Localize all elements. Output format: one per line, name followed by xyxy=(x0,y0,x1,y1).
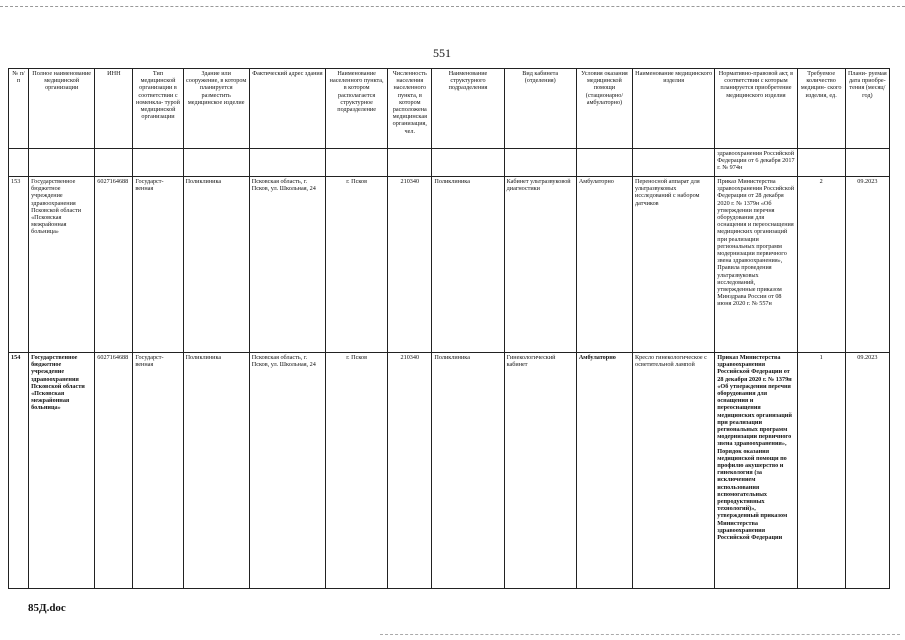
col-header-num: № п/п xyxy=(9,69,29,149)
col-header-cabinet: Вид кабинета (отделения) xyxy=(504,69,576,149)
locality: г. Псков xyxy=(326,353,388,589)
building: Поликлиника xyxy=(183,177,249,353)
cabinet-type: Гинекологический кабинет xyxy=(504,353,576,589)
col-header-device: Наименование медицинского изделия xyxy=(633,69,715,149)
org-name: Государственное бюджетное учреждение здравоохранения Псковской области «Псковская межрайонная больница» xyxy=(29,353,95,589)
col-header-date: Плани- руемая дата приобре- тения (месяц/ год) xyxy=(845,69,889,149)
continuation-text: здравоохранения Российской Федерации от 6 декабря 2017 г. № 974н xyxy=(715,149,797,177)
care-conditions: Амбулаторно xyxy=(576,353,632,589)
population: 210340 xyxy=(388,177,432,353)
col-header-building: Здание или сооружение, в котором планируется разместить медицинское изделие xyxy=(183,69,249,149)
quantity: 2 xyxy=(797,177,845,353)
col-header-locality: Наименование населенного пункта, в котором располагается структурное подразделение xyxy=(326,69,388,149)
cabinet-type: Кабинет ультразвуковой диагностики xyxy=(504,177,576,353)
population: 210340 xyxy=(388,353,432,589)
col-header-address: Фактический адрес здания xyxy=(249,69,325,149)
device-name: Кресло гинекологическое с осветительной лампой xyxy=(633,353,715,589)
purchase-date: 09.2023 xyxy=(845,177,889,353)
subdivision: Поликлиника xyxy=(432,353,504,589)
device-name: Переносной аппарат для ультразвуковых исследований с набором датчиков xyxy=(633,177,715,353)
address: Псковская область, г. Псков, ул. Школьная, 24 xyxy=(249,177,325,353)
col-header-org: Полное наименование медицинской организации xyxy=(29,69,95,149)
row-num: 153 xyxy=(9,177,29,353)
table-row xyxy=(9,177,890,353)
continuation-row xyxy=(9,149,890,177)
header-row xyxy=(9,69,890,149)
scan-edge-bottom xyxy=(380,634,900,635)
legal-act: Приказ Министерства здравоохранения Российской Федерации от 28 декабря 2020 г. № 1379н «Об утверждении перечня оборудования для оснащения и переоснащения медицинских организаций при реализации региональных программ модернизации первичного звена здравоохранения», Порядок оказания медицинской помощи по профилю акушерство и гинекология (за исключением использования вспомогательных репродуктивных технологий)», утвержденный приказом Министерства здравоохранения Российской Федерации xyxy=(715,353,797,589)
address: Псковская область, г. Псков, ул. Школьная, 24 xyxy=(249,353,325,589)
table-row xyxy=(9,353,890,589)
inn: 6027164688 xyxy=(95,177,133,353)
col-header-act: Нормативно-правовой акт, в соответствии с которым планируется приобретение медицинского изделия xyxy=(715,69,797,149)
col-header-inn: ИНН xyxy=(95,69,133,149)
legal-act: Приказ Министерства здравоохранения Российской Федерации от 28 декабря 2020 г. № 1379н «Об утверждении перечня оборудования для оснащения и переоснащения медицинских организаций при реализации региональных программ модернизации первичного звена здравоохранения», Правила проведения ультразвуковых исследований, утвержденные приказом Минздрава России от 08 июня 2020 г. № 557н xyxy=(715,177,797,353)
locality: г. Псков xyxy=(326,177,388,353)
purchase-date: 09.2023 xyxy=(845,353,889,589)
building: Поликлиника xyxy=(183,353,249,589)
row-num: 154 xyxy=(9,353,29,589)
footer-filename: 85Д.doc xyxy=(28,602,66,614)
care-conditions: Амбулаторно xyxy=(576,177,632,353)
subdivision: Поликлиника xyxy=(432,177,504,353)
org-type: Государст- венная xyxy=(133,177,183,353)
quantity: 1 xyxy=(797,353,845,589)
col-header-subdivision: Наименование структурного подразделения xyxy=(432,69,504,149)
col-header-conditions: Условия оказания медицинской помощи (стационарно/ амбулаторно) xyxy=(576,69,632,149)
page-number: 551 xyxy=(433,46,451,60)
col-header-population: Численность населения населенного пункта, в котором расположена медицинская организация, чел. xyxy=(388,69,432,149)
scan-edge-top xyxy=(0,6,905,7)
inn: 6027164688 xyxy=(95,353,133,589)
register-table xyxy=(8,68,890,589)
org-type: Государст- венная xyxy=(133,353,183,589)
org-name: Государственное бюджетное учреждение здравоохранения Псковской области «Псковская межрайонная больница» xyxy=(29,177,95,353)
col-header-type: Тип медицинской организации в соответствии с номенкла- турой медицинской организации xyxy=(133,69,183,149)
col-header-quantity: Требуемое количество медицин- ского изделия, ед. xyxy=(797,69,845,149)
